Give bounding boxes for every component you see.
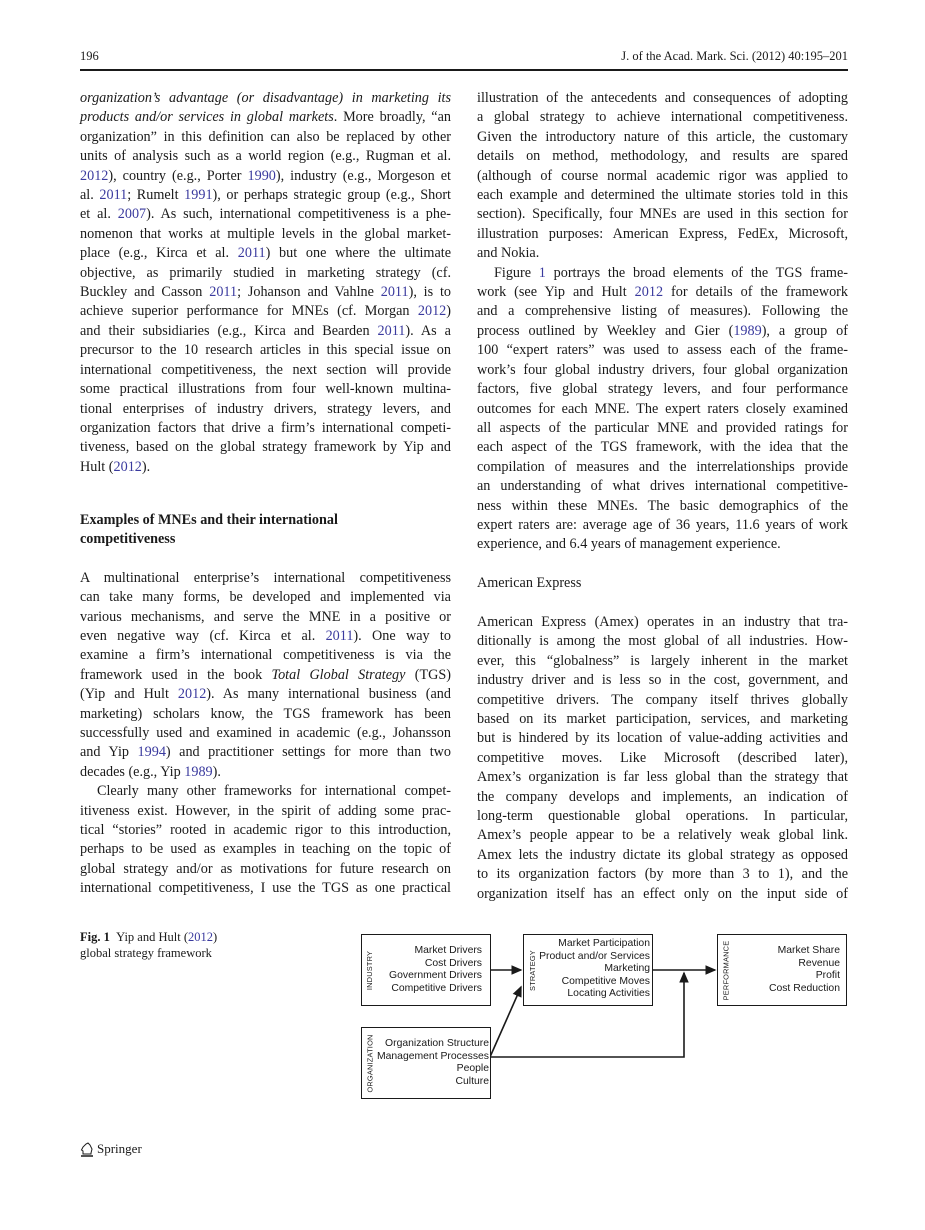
citation-link[interactable]: 1 (538, 264, 546, 281)
text-line: competitive moves. Like Microsoft (described later), (477, 749, 848, 766)
citation-link[interactable]: 2012 (417, 303, 447, 320)
citation-link[interactable]: 2012 (177, 686, 207, 703)
text-line: objective, as primarily studied in marketing strategy (cf. (80, 264, 451, 281)
text-line: et al. 2007). As such, international competitiveness is a phe- (80, 206, 452, 223)
text-line: organization factors that drive a firm’s international competi- (80, 419, 451, 436)
text-line: perhaps to be used as examples in teaching on the topic of (80, 841, 451, 858)
text-line: work’s four global industry drivers, four global organization (477, 361, 848, 378)
citation-link[interactable]: 2011 (99, 187, 128, 204)
text-line: each example and determined the ultimate stories told in this (477, 187, 848, 204)
text-line: Given the introductory nature of this article, the customary (477, 128, 848, 145)
text-line: and their subsidiaries (e.g., Kirca and Bearden 2011). As a (80, 322, 451, 339)
text-line: American Express (Amex) operates in an industry that tra- (477, 613, 848, 630)
running-head (80, 49, 848, 65)
text-line: examine a firm’s international competitiveness is via the (80, 647, 451, 664)
citation-link[interactable]: 2012 (80, 167, 109, 184)
performance-items: Market Share Revenue Profit Cost Reduction (768, 945, 840, 994)
text-line: tional enterprises of industry drivers, strategy levers, and (80, 400, 451, 417)
left-column (80, 89, 451, 899)
citation-link[interactable]: 2012 (634, 284, 664, 301)
industry-label: INDUSTRY (365, 950, 375, 990)
text-line: international competitiveness, the next section will provide (80, 361, 451, 378)
text-line: the company develops and implements, an indication of (477, 788, 848, 805)
text-line: Hult (2012). (80, 458, 151, 475)
text-line: products and/or services in global markets. More broadly, “an (80, 109, 451, 126)
text-line: global strategy and/or as motivations for future research on (80, 860, 451, 877)
header-rule (80, 69, 848, 71)
text-line: various mechanisms, and serve the MNE in a positive or (80, 608, 451, 625)
citation-link[interactable]: 2011 (380, 284, 409, 301)
text-line: and a comprehensive listing of measures). Following the (477, 303, 848, 320)
springer-knight-icon (80, 1142, 94, 1157)
strategy-items: Market Participation Product and/or Services Marketing Competitive Moves Locating Activities (539, 938, 650, 1000)
text-line: all aspects of the particular MNE and provided ratings for (477, 419, 848, 436)
text-line: even negative way (cf. Kirca et al. 2011). One way to (80, 627, 451, 644)
text-line: some practical illustrations from four well-known multina- (80, 381, 451, 398)
text-line: 100 “expert raters” was used to assess each of the frame- (477, 342, 848, 359)
citation-link[interactable]: 1990 (247, 167, 276, 184)
text-line: can take many forms, be developed and implemented via (80, 589, 451, 606)
organization-box (361, 1027, 491, 1099)
text-line: 2012), country (e.g., Porter 1990), industry (e.g., Morgeson et (80, 167, 451, 184)
publisher-name: Springer (97, 1141, 142, 1156)
text-line: but is hindered by its location of value-adding activities and (477, 730, 848, 747)
paragraph (80, 782, 451, 898)
paragraph (80, 89, 451, 477)
text-line: and Nokia. (477, 245, 540, 262)
text-line: compilation of measures and the interrelationships provide (477, 458, 848, 475)
text-line: place (e.g., Kirca et al. 2011) but one where the ultimate (80, 245, 451, 262)
subsection-heading: American Express (477, 575, 582, 592)
citation-link[interactable]: 2011 (325, 627, 354, 644)
paragraph (477, 89, 848, 264)
text-line: nomenon that works at multiple levels in the global market- (80, 225, 451, 242)
text-line: illustration purposes: American Express, FedEx, Microsoft, (477, 225, 848, 242)
citation-link[interactable]: 2012 (113, 458, 142, 475)
text-line: outcomes for each MNE. The expert raters closely examined (477, 400, 848, 417)
text-line: work (see Yip and Hult 2012 for details of the framework (477, 284, 848, 301)
text-line: Figure 1 portrays the broad elements of the TGS frame- (494, 264, 848, 281)
text-line: long-term questionable global operations. In particular, (477, 808, 848, 824)
text-line: factors, five global strategy levers, and four performance (477, 381, 848, 398)
industry-box (361, 934, 491, 1006)
page-number: 196 (80, 49, 99, 63)
strategy-label: STRATEGY (527, 949, 537, 991)
citation-link[interactable]: 1989 (733, 322, 762, 339)
citation-link[interactable]: 1994 (137, 744, 166, 761)
text-line: tiveness, based on the global strategy framework by Yip and (80, 439, 451, 456)
text-line: international competitiveness, I use the TGS as one practical (80, 880, 451, 897)
text-line: expert raters are: average age of 36 years, 11.6 years of work (477, 516, 848, 533)
text-line: marketing) scholars know, the TGS framework has been (80, 705, 451, 722)
text-line: Amex lets the industry dictate its global strategy as opposed (477, 846, 848, 863)
text-line: achieve superior performance for MNEs (cf. Morgan 2012) (80, 303, 451, 320)
paragraph (80, 569, 451, 782)
publisher-footer (80, 1141, 142, 1157)
figure-caption: Fig. 1 Yip and Hult (2012) global strategy framework (80, 930, 218, 960)
organization-items: Organization Structure Management Processes People Culture (376, 1038, 489, 1087)
text-line: units of analysis such as a world region (e.g., Rugman et al. (80, 148, 451, 165)
text-line: a global strategy to achieve international competitiveness. (477, 109, 848, 126)
text-line: ever, this “globalness” is largely inherent in the market (477, 652, 848, 669)
citation-link[interactable]: 2012 (187, 930, 213, 944)
citation-link[interactable]: 2011 (209, 284, 238, 301)
text-line: Buckley and Casson 2011; Johanson and Vahlne 2011), is to (80, 284, 451, 301)
text-line: details on method, methodology, and results are spared (477, 148, 848, 165)
text-line: to its organization factors (by more than 3 to 1), and the (477, 866, 848, 883)
text-line: organization’s advantage (or disadvantage) in marketing its (80, 90, 451, 106)
text-line: precursor to the 10 research articles in this special issue on (80, 342, 451, 359)
text-line: ness within these MNEs. The basic demographics of the (477, 497, 848, 514)
text-line: section). Specifically, four MNEs are used in this section for (477, 206, 848, 223)
text-line: decades (e.g., Yip 1989). (80, 763, 221, 780)
text-line: ditionally is among the most global of all industries. How- (477, 633, 848, 650)
right-column (477, 89, 848, 904)
performance-label: PERFORMANCE (721, 940, 731, 1000)
text-line: industry driver and is less so in the cost, government, and (477, 672, 848, 689)
text-line: (Yip and Hult 2012). As many international business (and (80, 686, 451, 703)
text-line: based on its market participation, services, and marketing (477, 710, 848, 727)
text-line: (although of course normal academic rigor was applied to (477, 167, 848, 184)
section-heading: Examples of MNEs and their international competitiveness (80, 511, 338, 547)
text-line: tical “stories” rooted in academic rigor to this introduction, (80, 822, 451, 838)
citation-link[interactable]: 2011 (377, 322, 406, 339)
text-line: framework used in the book Total Global Strategy (TGS) (80, 666, 451, 683)
journal-citation: J. of the Acad. Mark. Sci. (2012) 40:195–201 (621, 49, 848, 63)
text-line: Clearly many other frameworks for international compet- (97, 783, 451, 800)
paragraph (477, 613, 848, 904)
citation-link[interactable]: 1989 (184, 763, 213, 780)
strategy-box (523, 934, 653, 1006)
citation-link[interactable]: 2007 (117, 206, 147, 223)
performance-box (717, 934, 847, 1006)
text-line: A multinational enterprise’s international competitiveness (80, 569, 451, 586)
text-line: organization” in this definition can also be replaced by other (80, 128, 451, 145)
text-line: illustration of the antecedents and consequences of adopting (477, 90, 848, 106)
text-line: itiveness exist. However, in the spirit of adding some prac- (80, 802, 451, 819)
text-line: successfully used and examined in academic (e.g., Johansson (80, 724, 451, 741)
citation-link[interactable]: 2011 (237, 245, 266, 262)
text-line: organization itself has an effect only on the input side of (477, 885, 848, 902)
organization-label: ORGANIZATION (365, 1033, 375, 1093)
text-line: al. 2011; Rumelt 1991), or perhaps strategic group (e.g., Short (80, 187, 451, 204)
text-line: an understanding of what drives international competitive- (477, 478, 848, 495)
text-line: Amex’s organization is far less global than the strategy that (477, 769, 848, 786)
industry-items: Market Drivers Cost Drivers Government Drivers Competitive Drivers (389, 945, 482, 994)
text-line: competitive drivers. The company itself thrives globally (477, 691, 848, 708)
text-line: each aspect of the TGS framework, with the idea that the (477, 439, 848, 456)
text-line: and Yip 1994) and practitioner settings for more than two (80, 744, 451, 761)
text-line: experience, and 6.4 years of management experience. (477, 536, 781, 553)
citation-link[interactable]: 1991 (184, 187, 213, 204)
text-line: process outlined by Weekley and Gier (1989), a group of (477, 322, 848, 339)
paragraph (477, 264, 848, 555)
text-line: Amex’s people appear to be a relatively weak global link. (477, 827, 848, 844)
